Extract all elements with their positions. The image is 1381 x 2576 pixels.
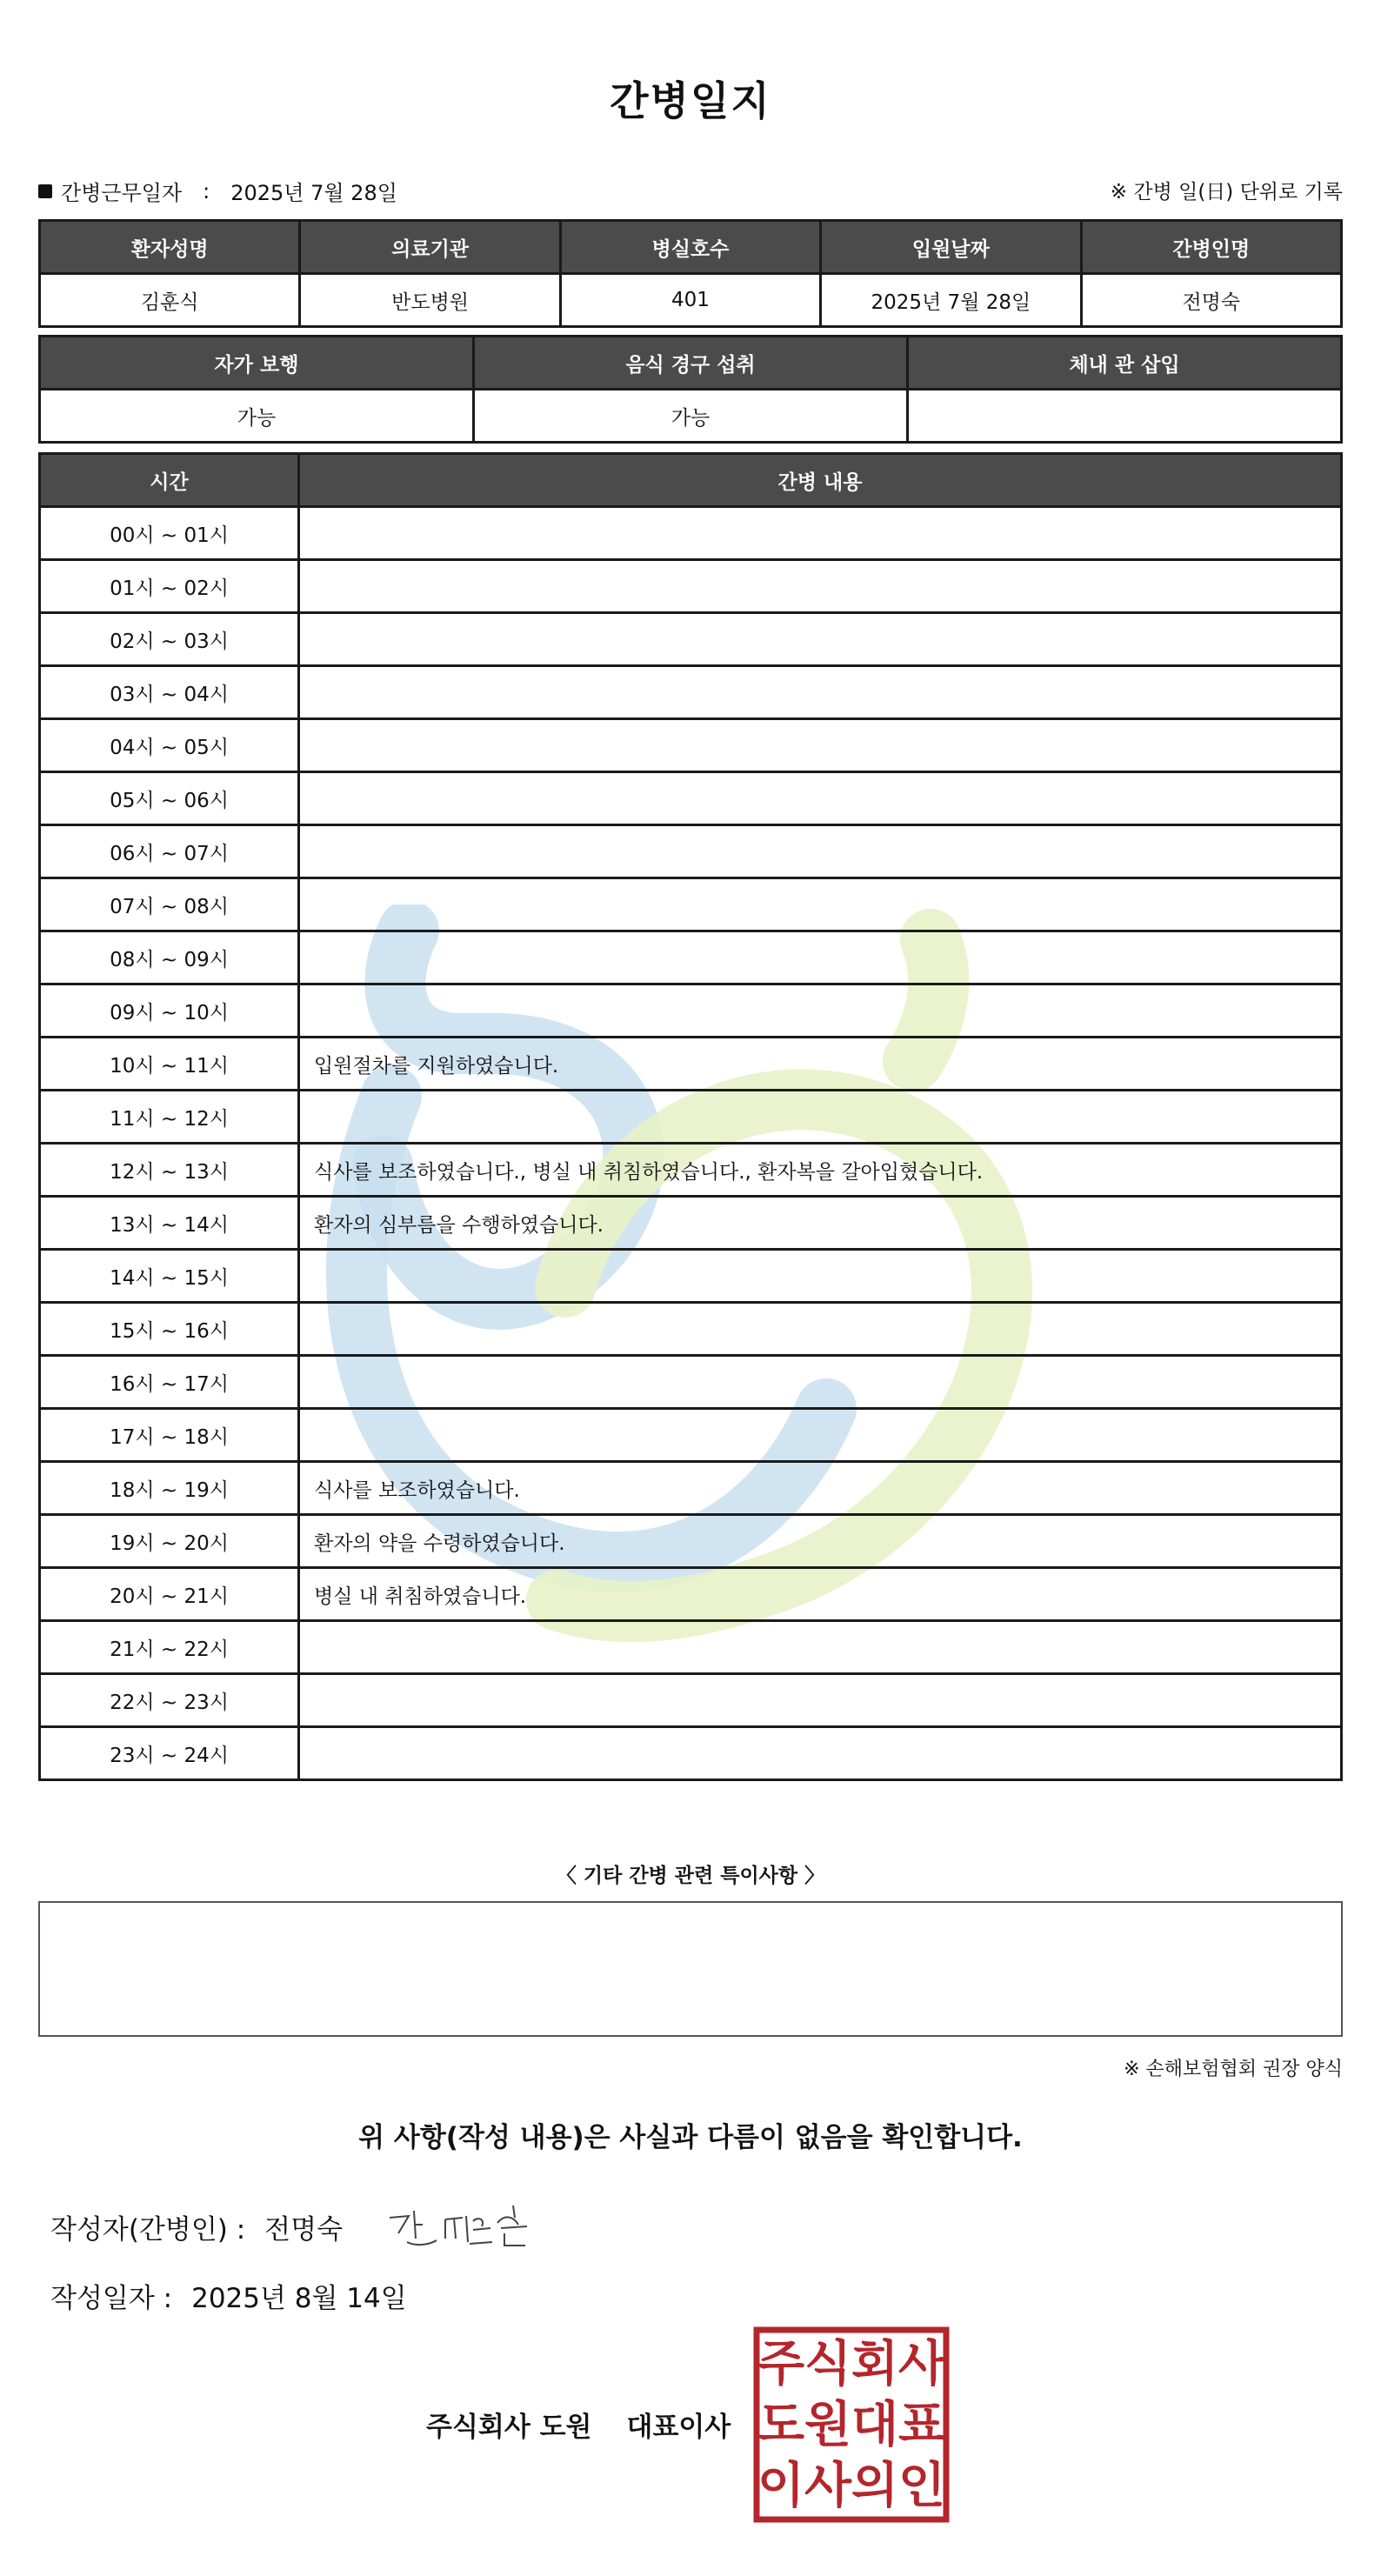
header-patient-name: 환자성명 [40, 221, 300, 274]
company-seal [753, 2326, 950, 2523]
header-room: 병실호수 [560, 221, 820, 274]
log-content [299, 1091, 1342, 1144]
seal-character: 표 [897, 2397, 946, 2453]
log-row [40, 719, 1342, 772]
header-hospital: 의료기관 [300, 221, 560, 274]
log-content [299, 1303, 1342, 1356]
log-content [299, 560, 1342, 613]
writer-line [50, 2207, 343, 2246]
patient-info-table [38, 219, 1343, 328]
unit-note: ※ 간병 일(日) 단위로 기록 [1110, 181, 1343, 204]
log-time: 09시 ~ 10시 [40, 984, 299, 1038]
log-content [299, 613, 1342, 666]
seal-character: 대 [851, 2397, 899, 2453]
log-content [299, 1409, 1342, 1462]
remarks-box [38, 1901, 1343, 2037]
header-caregiver: 간병인명 [1081, 221, 1341, 274]
log-row [40, 1091, 1342, 1144]
log-row [40, 1038, 1342, 1091]
log-time: 08시 ~ 09시 [40, 931, 299, 984]
log-row [40, 613, 1342, 666]
log-row [40, 1568, 1342, 1621]
log-content: 식사를 보조하였습니다., 병실 내 취침하였습니다., 환자복을 갈아입혔습니다. [299, 1144, 1342, 1197]
log-row [40, 1197, 1342, 1250]
company-ceo-title: 대표이사 [626, 2412, 731, 2443]
log-row [40, 560, 1342, 613]
write-date-line [50, 2276, 407, 2315]
work-date-value: 2025년 7월 28일 [230, 181, 397, 205]
log-time: 15시 ~ 16시 [40, 1303, 299, 1356]
log-content [299, 984, 1342, 1038]
seal-character: 원 [804, 2397, 852, 2453]
seal-character: 도 [757, 2397, 805, 2453]
log-time: 20시 ~ 21시 [40, 1568, 299, 1621]
log-row [40, 825, 1342, 878]
log-row [40, 507, 1342, 560]
log-time: 10시 ~ 11시 [40, 1038, 299, 1091]
log-content: 환자의 약을 수령하였습니다. [299, 1515, 1342, 1568]
log-content [299, 878, 1342, 931]
work-date [38, 176, 397, 206]
work-date-separator: : [203, 178, 210, 204]
log-row [40, 666, 1342, 719]
log-content: 식사를 보조하였습니다. [299, 1462, 1342, 1515]
log-time: 06시 ~ 07시 [40, 825, 299, 878]
log-row [40, 1727, 1342, 1780]
page-title: 간병일지 [610, 77, 771, 124]
confirmation-statement: 위 사항(작성 내용)은 사실과 다름이 없음을 확인합니다. [358, 2122, 1023, 2153]
seal-character: 이 [757, 2458, 805, 2514]
work-date-label: 간병근무일자 [61, 181, 183, 205]
log-content: 환자의 심부름을 수행하였습니다. [299, 1197, 1342, 1250]
seal-character: 사 [897, 2336, 946, 2392]
handwritten-signature [383, 2199, 539, 2259]
log-content [299, 666, 1342, 719]
log-content [299, 507, 1342, 560]
log-content [299, 825, 1342, 878]
log-time: 23시 ~ 24시 [40, 1727, 299, 1780]
caregiver-name: 전명숙 [1081, 274, 1341, 327]
admission-date: 2025년 7월 28일 [821, 274, 1081, 327]
log-row [40, 772, 1342, 825]
log-time: 18시 ~ 19시 [40, 1462, 299, 1515]
square-bullet-icon [38, 184, 52, 198]
log-time: 00시 ~ 01시 [40, 507, 299, 560]
header-tube: 체내 관 삽입 [908, 337, 1342, 390]
log-row [40, 984, 1342, 1038]
seal-character: 회 [851, 2336, 899, 2392]
log-time: 22시 ~ 23시 [40, 1674, 299, 1727]
header-oral-intake: 음식 경구 섭취 [474, 337, 908, 390]
log-row [40, 931, 1342, 984]
walking-value: 가능 [40, 390, 474, 443]
log-row [40, 1409, 1342, 1462]
remarks-title: 〈 기타 간병 관련 특이사항 〉 [556, 1865, 825, 1887]
log-content [299, 719, 1342, 772]
seal-character: 주 [757, 2336, 805, 2392]
log-row [40, 1515, 1342, 1568]
log-row [40, 1144, 1342, 1197]
log-row [40, 1621, 1342, 1674]
log-time: 04시 ~ 05시 [40, 719, 299, 772]
write-date-value: 2025년 8월 14일 [191, 2283, 407, 2314]
header-care-content: 간병 내용 [299, 454, 1342, 507]
writer-name: 전명숙 [264, 2214, 344, 2246]
seal-character: 의 [851, 2458, 899, 2514]
header-walking: 자가 보행 [40, 337, 474, 390]
log-row [40, 1462, 1342, 1515]
log-time: 11시 ~ 12시 [40, 1091, 299, 1144]
seal-character: 사 [804, 2458, 852, 2514]
room-number: 401 [560, 274, 820, 327]
log-time: 03시 ~ 04시 [40, 666, 299, 719]
log-row [40, 878, 1342, 931]
log-content [299, 1727, 1342, 1780]
seal-character: 식 [804, 2336, 852, 2392]
log-time: 01시 ~ 02시 [40, 560, 299, 613]
log-content: 입원절차를 지원하였습니다. [299, 1038, 1342, 1091]
log-content [299, 1356, 1342, 1409]
log-row [40, 1303, 1342, 1356]
seal-character: 인 [897, 2458, 946, 2514]
log-time: 16시 ~ 17시 [40, 1356, 299, 1409]
status-table [38, 335, 1343, 444]
log-content [299, 1674, 1342, 1727]
company-name: 주식회사 도원 [426, 2412, 592, 2443]
log-time: 17시 ~ 18시 [40, 1409, 299, 1462]
log-content [299, 772, 1342, 825]
form-note: ※ 손해보험협회 권장 양식 [1124, 2059, 1343, 2080]
log-time: 21시 ~ 22시 [40, 1621, 299, 1674]
writer-label: 작성자(간병인) : [50, 2214, 246, 2246]
log-row [40, 1250, 1342, 1303]
company-line [426, 2405, 731, 2444]
log-content [299, 1250, 1342, 1303]
log-row [40, 1356, 1342, 1409]
header-time: 시간 [40, 454, 299, 507]
log-row [40, 1674, 1342, 1727]
log-content [299, 1621, 1342, 1674]
log-time: 05시 ~ 06시 [40, 772, 299, 825]
oral-intake-value: 가능 [474, 390, 908, 443]
log-time: 13시 ~ 14시 [40, 1197, 299, 1250]
log-time: 19시 ~ 20시 [40, 1515, 299, 1568]
log-time: 14시 ~ 15시 [40, 1250, 299, 1303]
hospital: 반도병원 [300, 274, 560, 327]
patient-name: 김훈식 [40, 274, 300, 327]
log-time: 02시 ~ 03시 [40, 613, 299, 666]
log-time: 12시 ~ 13시 [40, 1144, 299, 1197]
log-time: 07시 ~ 08시 [40, 878, 299, 931]
tube-value [908, 390, 1342, 443]
log-content [299, 931, 1342, 984]
log-content: 병실 내 취침하였습니다. [299, 1568, 1342, 1621]
write-date-label: 작성일자 : [50, 2283, 173, 2314]
care-log-table [38, 452, 1343, 1781]
header-admission-date: 입원날짜 [821, 221, 1081, 274]
